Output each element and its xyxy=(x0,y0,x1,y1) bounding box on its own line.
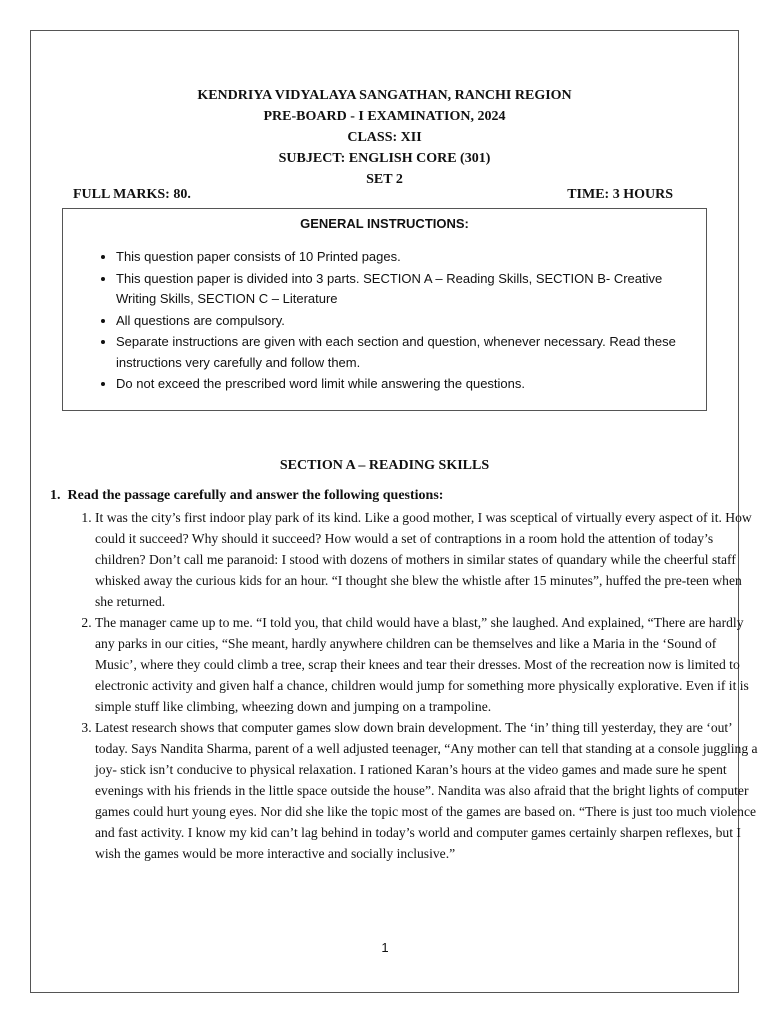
subject-label: SUBJECT: ENGLISH CORE (301) xyxy=(278,151,491,166)
marks-time-row xyxy=(73,187,673,203)
general-instructions-box xyxy=(62,208,707,411)
section-a-title: SECTION A – READING SKILLS xyxy=(279,458,490,473)
exam-header xyxy=(30,85,739,190)
full-marks-label: FULL MARKS: 80. xyxy=(73,187,191,202)
instruction-item: • All questions are compulsory. xyxy=(116,311,686,332)
instruction-item: • Do not exceed the prescribed word limit while answering the questions. xyxy=(116,374,686,395)
instruction-item: • Separate instructions are given with each section and question, whenever necessary. Read these instructions very carefully and follow them. xyxy=(116,332,686,373)
set-label: SET 2 xyxy=(366,172,403,187)
exam-title: PRE-BOARD - I EXAMINATION, 2024 xyxy=(263,109,506,124)
question-1 xyxy=(50,488,730,504)
page-number: 1 xyxy=(381,940,389,955)
instruction-item: • This question paper consists of 10 Printed pages. xyxy=(116,247,686,268)
passage-paragraph: 3. Latest research shows that computer games slow down brain development. The ‘in’ thing till yesterday, they are ‘out’ today. Says Nandita Sharma, parent of a well adjusted teenager, “Any mother can tell that standing at a console juggling a joy- stick isn’t conducive to physical relaxation. I rationed Karan’s hours at the video games and made sure he spent evenings with his friends in the little space outside the house”. Nandita was also afraid that the bright lights of computer games could hurt young eyes. Nor did she like the topic most of the games are based on. “There is just too much violence and fast activity. I know my kid can’t lag behind in today’s world and computer games certainly sharpen reflexes, but I wish the games would be more interactive and socially inclusive.” xyxy=(95,717,760,864)
organization-title: KENDRIYA VIDYALAYA SANGATHAN, RANCHI REGION xyxy=(197,88,572,103)
question-text: Read the passage carefully and answer the following questions: xyxy=(67,488,444,503)
passage-paragraph: 2. The manager came up to me. “I told you, that child would have a blast,” she laughed. And explained, “There are hardly any parks in our cities, “She meant, hardly anywhere children can be themselves and like a Maria in the ‘Sound of Music’, where they could climb a tree, scrap their knees and tear their dresses. Most of the recreation now is limited to electronic activity and given half a chance, children would jump for something more physically explorative. Even if it is simple stuff like climbing, wheezing down and jumping on a trampoline. xyxy=(95,612,760,717)
instructions-list xyxy=(63,247,706,395)
class-label: CLASS: XII xyxy=(347,130,422,145)
instructions-title: GENERAL INSTRUCTIONS: xyxy=(300,216,469,231)
reading-passage xyxy=(70,507,760,864)
passage-paragraph: 1. It was the city’s first indoor play park of its kind. Like a good mother, I was sceptical of virtually every aspect of it. How could it succeed? Why should it succeed? How would a set of contraptions in a room hold the attention of today’s children? Don’t call me paranoid: I stood with dozens of mothers in similar states of quandary while the cheerful staff whisked away the curious kids for an hour. “I thought she blew the whistle after 15 minutes”, huffed the pre-teen when she returned. xyxy=(95,507,760,612)
time-label: TIME: 3 HOURS xyxy=(567,187,673,202)
instruction-item: • This question paper is divided into 3 parts. SECTION A – Reading Skills, SECTION B- Creative Writing Skills, SECTION C – Literature xyxy=(116,269,686,310)
question-number: 1. xyxy=(50,488,61,503)
